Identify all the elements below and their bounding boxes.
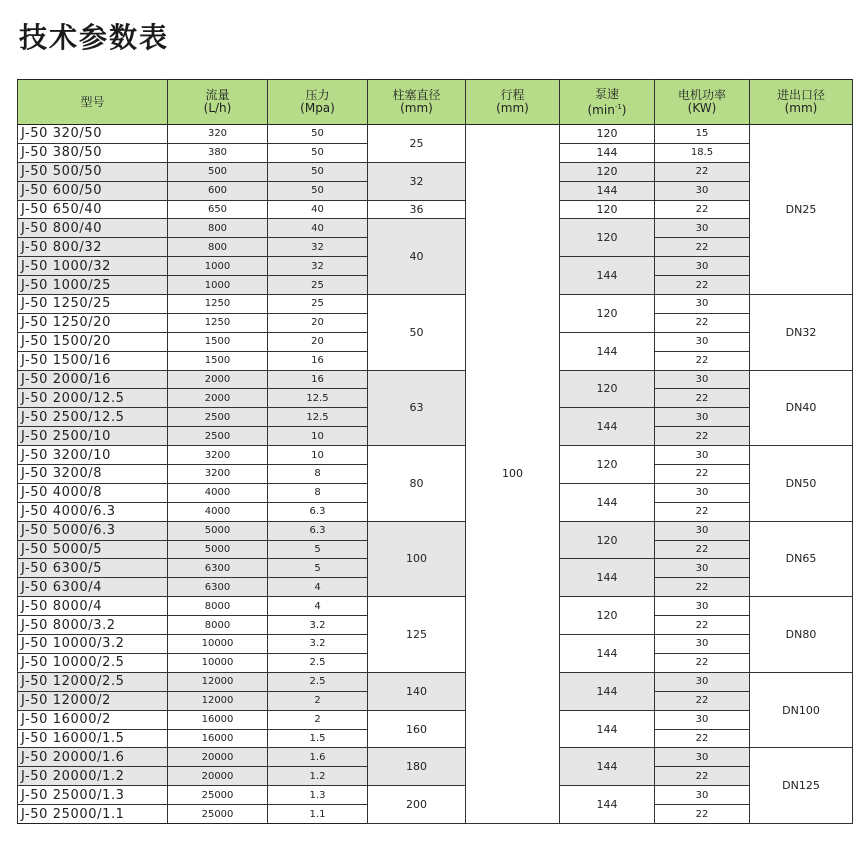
flow-cell: 800 — [168, 238, 268, 257]
plunger-cell: 50 — [368, 295, 466, 371]
table-row — [18, 446, 853, 465]
header-port-unit: (mm) — [784, 101, 818, 115]
pressure-cell: 16 — [268, 351, 368, 370]
table-row — [18, 710, 853, 729]
speed-cell: 144 — [560, 181, 655, 200]
power-cell: 30 — [655, 295, 750, 314]
flow-cell: 1250 — [168, 295, 268, 314]
table-row — [18, 295, 853, 314]
pressure-cell: 2.5 — [268, 672, 368, 691]
flow-cell: 3200 — [168, 446, 268, 465]
header-power-label: 电机功率 — [677, 88, 726, 102]
power-cell: 22 — [655, 540, 750, 559]
power-cell: 22 — [655, 691, 750, 710]
header-plunger-unit: (mm) — [400, 101, 433, 115]
flow-cell: 2500 — [168, 427, 268, 446]
pressure-cell: 25 — [268, 295, 368, 314]
speed-cell: 144 — [560, 257, 655, 295]
flow-cell: 16000 — [168, 710, 268, 729]
header-flow-label: 流量 — [205, 88, 230, 102]
flow-cell: 650 — [168, 200, 268, 219]
pressure-cell: 40 — [268, 200, 368, 219]
pressure-cell: 16 — [268, 370, 368, 389]
port-cell: DN80 — [750, 597, 853, 673]
flow-cell: 25000 — [168, 786, 268, 805]
port-cell: DN100 — [750, 672, 853, 748]
power-cell: 30 — [655, 446, 750, 465]
model-cell: J-50 320/50 — [18, 125, 168, 144]
header-speed-label: 泵速 — [594, 86, 619, 101]
pressure-cell: 50 — [268, 125, 368, 144]
speed-cell: 120 — [560, 446, 655, 484]
pressure-cell: 1.2 — [268, 767, 368, 786]
model-cell: J-50 25000/1.3 — [18, 786, 168, 805]
model-cell: J-50 1250/25 — [18, 295, 168, 314]
model-cell: J-50 10000/2.5 — [18, 653, 168, 672]
model-cell: J-50 1500/20 — [18, 332, 168, 351]
speed-cell: 144 — [560, 786, 655, 824]
power-cell: 30 — [655, 483, 750, 502]
model-cell: J-50 1000/32 — [18, 257, 168, 276]
speed-cell: 144 — [560, 635, 655, 673]
speed-cell: 144 — [560, 408, 655, 446]
flow-cell: 4000 — [168, 483, 268, 502]
header-flow — [168, 80, 268, 125]
pressure-cell: 2 — [268, 691, 368, 710]
model-cell: J-50 3200/10 — [18, 446, 168, 465]
header-plunger-label: 柱塞直径 — [392, 88, 441, 102]
header-speed-unit-base: (min — [587, 102, 615, 117]
pressure-cell: 3.2 — [268, 616, 368, 635]
speed-cell: 120 — [560, 162, 655, 181]
header-power-unit: (KW) — [687, 101, 717, 115]
power-cell: 30 — [655, 408, 750, 427]
plunger-cell: 32 — [368, 162, 466, 200]
pressure-cell: 5 — [268, 559, 368, 578]
pressure-cell: 2.5 — [268, 653, 368, 672]
model-cell: J-50 380/50 — [18, 143, 168, 162]
flow-cell: 5000 — [168, 540, 268, 559]
pressure-cell: 12.5 — [268, 408, 368, 427]
power-cell: 22 — [655, 729, 750, 748]
spec-body — [18, 125, 853, 824]
power-cell: 22 — [655, 276, 750, 295]
pressure-cell: 1.3 — [268, 786, 368, 805]
flow-cell: 12000 — [168, 672, 268, 691]
power-cell: 30 — [655, 786, 750, 805]
header-pressure-unit: (Mpa) — [300, 101, 335, 115]
power-cell: 30 — [655, 257, 750, 276]
model-cell: J-50 25000/1.1 — [18, 805, 168, 824]
model-cell: J-50 1000/25 — [18, 276, 168, 295]
power-cell: 22 — [655, 805, 750, 824]
plunger-cell: 25 — [368, 125, 466, 163]
port-cell: DN125 — [750, 748, 853, 824]
pressure-cell: 1.1 — [268, 805, 368, 824]
port-cell: DN65 — [750, 521, 853, 597]
plunger-cell: 140 — [368, 672, 466, 710]
header-speed-unit-close: ) — [621, 102, 627, 117]
flow-cell: 2000 — [168, 389, 268, 408]
model-cell: J-50 12000/2.5 — [18, 672, 168, 691]
pressure-cell: 10 — [268, 427, 368, 446]
speed-cell: 144 — [560, 710, 655, 748]
header-row — [18, 80, 853, 125]
table-row — [18, 162, 853, 181]
pressure-cell: 25 — [268, 276, 368, 295]
table-row — [18, 219, 853, 238]
header-stroke-unit: (mm) — [496, 101, 529, 115]
table-row — [18, 748, 853, 767]
model-cell: J-50 600/50 — [18, 181, 168, 200]
pressure-cell: 6.3 — [268, 521, 368, 540]
model-cell: J-50 800/32 — [18, 238, 168, 257]
header-port-label: 进出口径 — [776, 88, 825, 102]
model-cell: J-50 6300/5 — [18, 559, 168, 578]
flow-cell: 10000 — [168, 653, 268, 672]
pressure-cell: 4 — [268, 597, 368, 616]
flow-cell: 25000 — [168, 805, 268, 824]
model-cell: J-50 12000/2 — [18, 691, 168, 710]
power-cell: 22 — [655, 389, 750, 408]
model-cell: J-50 2000/16 — [18, 370, 168, 389]
header-plunger — [368, 80, 466, 125]
model-cell: J-50 8000/3.2 — [18, 616, 168, 635]
flow-cell: 10000 — [168, 635, 268, 654]
power-cell: 30 — [655, 710, 750, 729]
table-row — [18, 370, 853, 389]
power-cell: 30 — [655, 219, 750, 238]
table-row — [18, 200, 853, 219]
model-cell: J-50 16000/2 — [18, 710, 168, 729]
power-cell: 22 — [655, 162, 750, 181]
model-cell: J-50 4000/6.3 — [18, 502, 168, 521]
flow-cell: 8000 — [168, 616, 268, 635]
flow-cell: 800 — [168, 219, 268, 238]
model-cell: J-50 4000/8 — [18, 483, 168, 502]
pressure-cell: 50 — [268, 181, 368, 200]
flow-cell: 320 — [168, 125, 268, 144]
flow-cell: 600 — [168, 181, 268, 200]
flow-cell: 1250 — [168, 313, 268, 332]
power-cell: 22 — [655, 238, 750, 257]
speed-cell: 144 — [560, 748, 655, 786]
model-cell: J-50 500/50 — [18, 162, 168, 181]
table-row — [18, 521, 853, 540]
model-cell: J-50 10000/3.2 — [18, 635, 168, 654]
pressure-cell: 8 — [268, 483, 368, 502]
power-cell: 30 — [655, 559, 750, 578]
flow-cell: 1500 — [168, 332, 268, 351]
flow-cell: 12000 — [168, 691, 268, 710]
power-cell: 30 — [655, 370, 750, 389]
header-stroke — [466, 80, 560, 125]
flow-cell: 2000 — [168, 370, 268, 389]
header-stroke-label: 行程 — [500, 88, 525, 102]
model-cell: J-50 2000/12.5 — [18, 389, 168, 408]
power-cell: 22 — [655, 427, 750, 446]
header-speed-unit — [560, 101, 654, 117]
flow-cell: 20000 — [168, 748, 268, 767]
port-cell: DN25 — [750, 125, 853, 295]
pressure-cell: 50 — [268, 143, 368, 162]
speed-cell: 120 — [560, 219, 655, 257]
speed-cell: 144 — [560, 143, 655, 162]
speed-cell: 144 — [560, 559, 655, 597]
model-cell: J-50 8000/4 — [18, 597, 168, 616]
flow-cell: 380 — [168, 143, 268, 162]
power-cell: 18.5 — [655, 143, 750, 162]
header-pressure — [268, 80, 368, 125]
table-row — [18, 672, 853, 691]
model-cell: J-50 20000/1.6 — [18, 748, 168, 767]
power-cell: 30 — [655, 635, 750, 654]
plunger-cell: 36 — [368, 200, 466, 219]
power-cell: 30 — [655, 672, 750, 691]
pressure-cell: 32 — [268, 238, 368, 257]
power-cell: 22 — [655, 313, 750, 332]
header-pressure-label: 压力 — [305, 88, 330, 102]
power-cell: 30 — [655, 597, 750, 616]
model-cell: J-50 1250/20 — [18, 313, 168, 332]
power-cell: 22 — [655, 578, 750, 597]
flow-cell: 4000 — [168, 502, 268, 521]
power-cell: 30 — [655, 181, 750, 200]
pressure-cell: 20 — [268, 332, 368, 351]
power-cell: 22 — [655, 653, 750, 672]
pressure-cell: 4 — [268, 578, 368, 597]
header-port — [750, 80, 853, 125]
power-cell: 30 — [655, 748, 750, 767]
speed-cell: 120 — [560, 370, 655, 408]
flow-cell: 3200 — [168, 465, 268, 484]
spec-table — [17, 79, 853, 824]
plunger-cell: 40 — [368, 219, 466, 295]
pressure-cell: 20 — [268, 313, 368, 332]
flow-cell: 1000 — [168, 257, 268, 276]
header-speed-unit-exp: -1 — [614, 102, 622, 111]
flow-cell: 6300 — [168, 578, 268, 597]
speed-cell: 144 — [560, 672, 655, 710]
flow-cell: 6300 — [168, 559, 268, 578]
pressure-cell: 50 — [268, 162, 368, 181]
pressure-cell: 2 — [268, 710, 368, 729]
header-model: 型号 — [18, 80, 168, 125]
model-cell: J-50 20000/1.2 — [18, 767, 168, 786]
power-cell: 22 — [655, 767, 750, 786]
flow-cell: 1500 — [168, 351, 268, 370]
speed-cell: 120 — [560, 125, 655, 144]
power-cell: 30 — [655, 521, 750, 540]
speed-cell: 120 — [560, 295, 655, 333]
model-cell: J-50 16000/1.5 — [18, 729, 168, 748]
header-flow-unit: (L/h) — [203, 101, 232, 115]
plunger-cell: 180 — [368, 748, 466, 786]
flow-cell: 20000 — [168, 767, 268, 786]
model-cell: J-50 3200/8 — [18, 465, 168, 484]
model-cell: J-50 2500/10 — [18, 427, 168, 446]
plunger-cell: 80 — [368, 446, 466, 522]
power-cell: 15 — [655, 125, 750, 144]
pressure-cell: 12.5 — [268, 389, 368, 408]
table-row — [18, 597, 853, 616]
pressure-cell: 3.2 — [268, 635, 368, 654]
port-cell: DN32 — [750, 295, 853, 371]
pressure-cell: 6.3 — [268, 502, 368, 521]
header-power — [655, 80, 750, 125]
power-cell: 22 — [655, 616, 750, 635]
plunger-cell: 100 — [368, 521, 466, 597]
power-cell: 22 — [655, 502, 750, 521]
pressure-cell: 5 — [268, 540, 368, 559]
plunger-cell: 160 — [368, 710, 466, 748]
header-speed — [560, 80, 655, 125]
plunger-cell: 125 — [368, 597, 466, 673]
flow-cell: 16000 — [168, 729, 268, 748]
model-cell: J-50 5000/5 — [18, 540, 168, 559]
port-cell: DN50 — [750, 446, 853, 522]
page-title: 技术参数表 — [19, 21, 170, 54]
pressure-cell: 40 — [268, 219, 368, 238]
flow-cell: 1000 — [168, 276, 268, 295]
model-cell: J-50 2500/12.5 — [18, 408, 168, 427]
port-cell: DN40 — [750, 370, 853, 446]
flow-cell: 500 — [168, 162, 268, 181]
pressure-cell: 1.6 — [268, 748, 368, 767]
power-cell: 22 — [655, 465, 750, 484]
pressure-cell: 8 — [268, 465, 368, 484]
speed-cell: 120 — [560, 521, 655, 559]
stroke-cell: 100 — [466, 125, 560, 824]
power-cell: 22 — [655, 200, 750, 219]
pressure-cell: 1.5 — [268, 729, 368, 748]
model-cell: J-50 650/40 — [18, 200, 168, 219]
pressure-cell: 10 — [268, 446, 368, 465]
model-cell: J-50 5000/6.3 — [18, 521, 168, 540]
power-cell: 30 — [655, 332, 750, 351]
pressure-cell: 32 — [268, 257, 368, 276]
table-row — [18, 786, 853, 805]
flow-cell: 5000 — [168, 521, 268, 540]
speed-cell: 120 — [560, 200, 655, 219]
table-row — [18, 125, 853, 144]
speed-cell: 144 — [560, 483, 655, 521]
model-cell: J-50 6300/4 — [18, 578, 168, 597]
speed-cell: 144 — [560, 332, 655, 370]
plunger-cell: 200 — [368, 786, 466, 824]
plunger-cell: 63 — [368, 370, 466, 446]
flow-cell: 8000 — [168, 597, 268, 616]
model-cell: J-50 800/40 — [18, 219, 168, 238]
flow-cell: 2500 — [168, 408, 268, 427]
model-cell: J-50 1500/16 — [18, 351, 168, 370]
power-cell: 22 — [655, 351, 750, 370]
speed-cell: 120 — [560, 597, 655, 635]
